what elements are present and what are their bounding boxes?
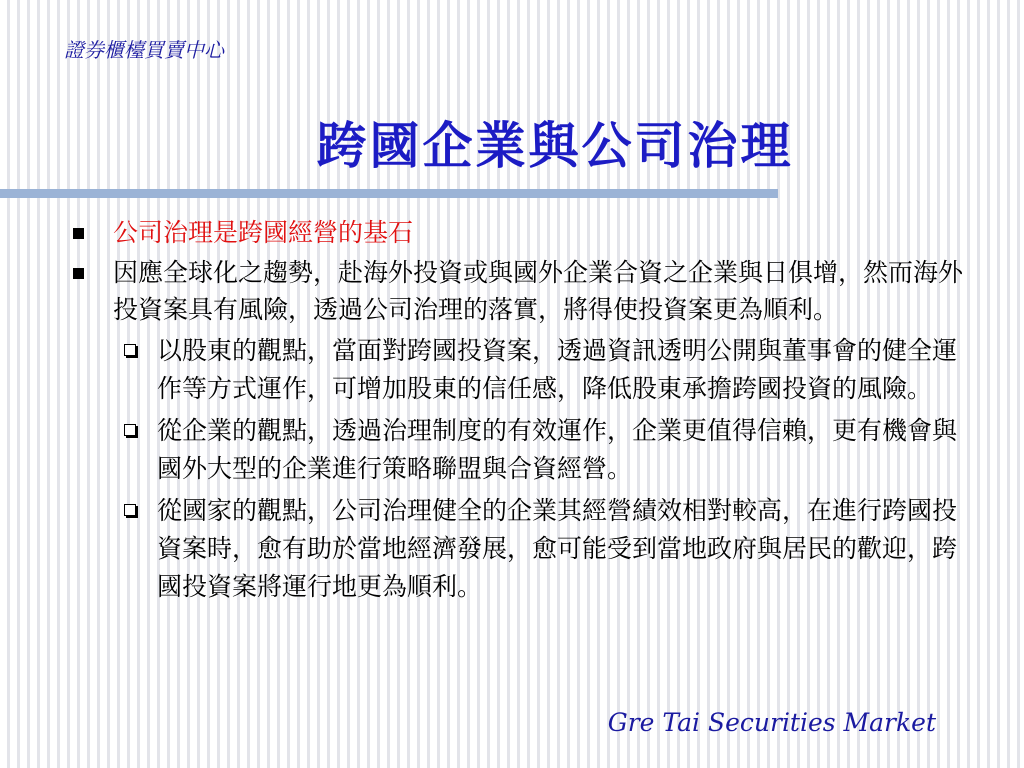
checkbox-bullet-icon (124, 424, 136, 436)
sub-bullet-text: 以股東的觀點，當面對跨國投資案，透過資訊透明公開與董事會的健全運作等方式運作，可增加股東的信任感，降低股東承擔跨國投資的風險。 (157, 336, 958, 403)
sub-bullet-item (120, 492, 968, 606)
sub-bullet-text: 從企業的觀點，透過治理制度的有效運作，企業更值得信賴，更有機會與國外大型的企業進行策略聯盟與合資經營。 (157, 416, 958, 483)
sub-bullet-item (120, 412, 968, 488)
sub-bullet-text: 從國家的觀點，公司治理健全的企業其經營績效相對較高，在進行跨國投資案時，愈有助於當地經濟發展，愈可能受到當地政府與居民的歡迎，跨國投資案將運行地更為順利。 (157, 496, 958, 601)
slide-title: 跨國企業與公司治理 (316, 116, 794, 175)
sub-bullet-item (120, 332, 968, 408)
checkbox-bullet-icon (124, 504, 136, 516)
slide-content (68, 214, 968, 610)
square-bullet-icon (73, 228, 84, 239)
bullet-item (68, 214, 968, 251)
square-bullet-icon (73, 268, 84, 279)
bullet-text: 公司治理是跨國經營的基石 (113, 218, 414, 247)
title-divider (0, 189, 778, 198)
organization-name: 證券櫃檯買賣中心 (64, 38, 224, 62)
checkbox-bullet-icon (124, 344, 136, 356)
footer-text: Gre Tai Securities Market (607, 708, 936, 737)
bullet-item (68, 254, 968, 328)
bullet-text: 因應全球化之趨勢，赴海外投資或與國外企業合資之企業與日俱增，然而海外投資案具有風險，透過公司治理的落實，將得使投資案更為順利。 (113, 258, 964, 324)
